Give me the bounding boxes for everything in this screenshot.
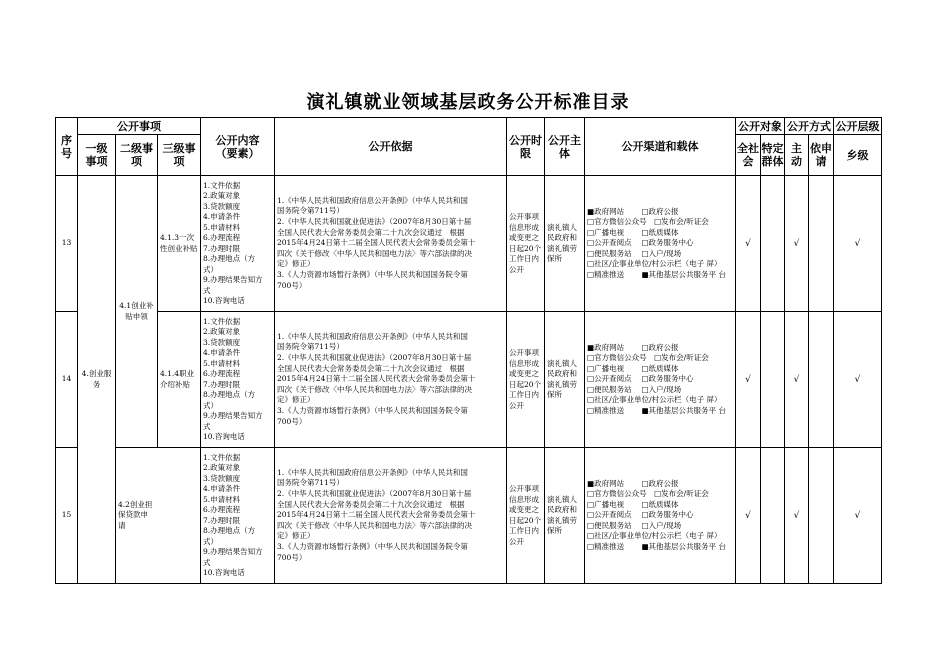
header-seq: 序号: [56, 118, 78, 176]
level-town-mark: √: [834, 176, 882, 312]
header-level: 公开层级: [835, 119, 880, 133]
content-cell-line: 8.办理地点（方 式）: [203, 254, 256, 274]
basis-cell-line: 1.《中华人民共和国政府信息公开条例》（中华人民共和国 国务院令第711号）: [277, 195, 468, 216]
target-all-mark: √: [736, 448, 761, 584]
channel-cell-line: □公开查阅点 □政务服务中心: [587, 374, 694, 384]
time-limit-cell: 公开事项 信息形成 或变更之 日起20个 工作日内 公开: [507, 448, 545, 584]
content-cell-line: 8.办理地点（方 式）: [203, 526, 256, 546]
level-town-mark: √: [834, 448, 882, 584]
subject-cell: 演礼镇人 民政府和 演礼镇劳 保所: [545, 312, 585, 448]
channel-cell-line: □广播电视 □纸质媒体: [587, 499, 679, 509]
content-cell-line: 4.申请条件: [203, 348, 241, 357]
header-level1: 一级 事项: [78, 135, 116, 176]
channel-cell: [585, 312, 736, 448]
content-cell-line: 5.申请材料: [203, 358, 241, 368]
header-channel: 公开渠道和载体: [585, 118, 736, 176]
content-cell-line: 2.政策对象: [203, 463, 241, 472]
level3-cell: 4.1.4职业 介绍补贴: [158, 312, 201, 448]
basis-cell: [275, 176, 507, 312]
content-cell-line: 4.申请条件: [203, 484, 241, 493]
basis-cell-line: 2.《中华人民共和国就业促进法》（2007年8月30日第十届 全国人民代表大会常务委员会第二十九次会议通过 根据 2015年4月24日第十二届全国人民代表大会常务委员会第十 四次《关于修改〈中华人民共和国电力法〉等六部法律的决 定》修正）: [277, 217, 476, 269]
header-target-all: 全社 会: [736, 135, 761, 176]
content-cell-line: 9.办理结果告知方 式: [203, 411, 263, 431]
catalog-table: [55, 117, 882, 584]
basis-cell: [275, 312, 507, 448]
header-method-active: 主 动: [785, 135, 809, 176]
channel-cell-line: □官方微信公众号 □发布会/听证会: [587, 217, 709, 227]
target-all-mark: √: [736, 312, 761, 448]
channel-cell: [585, 176, 736, 312]
header-level-town: 乡级: [834, 135, 882, 176]
basis-cell-line: 2.《中华人民共和国就业促进法》（2007年8月30日第十届 全国人民代表大会常务委员会第二十九次会议通过 根据 2015年4月24日第十二届全国人民代表大会常务委员会第十 四次《关于修改〈中华人民共和国电力法〉等六部法律的决 定》修正）: [277, 489, 476, 541]
basis-cell-line: 3.《人力资源市场暂行条例》（中华人民共和国国务院令第 700号）: [277, 405, 468, 426]
basis-cell-line: 3.《人力资源市场暂行条例》（中华人民共和国国务院令第 700号）: [277, 269, 468, 290]
level2-cell: 4.1创业补 贴申领: [116, 176, 158, 448]
content-cell-line: 6.办理流程: [203, 233, 241, 242]
header-level3: 三级事 项: [158, 135, 201, 176]
header-level2: 二级事 项: [116, 135, 158, 176]
row-seq: 14: [56, 312, 78, 448]
content-cell-line: 4.申请条件: [203, 212, 241, 221]
content-cell-line: 1.文件依据: [203, 180, 241, 190]
channel-cell: [585, 448, 736, 584]
content-cell-line: 9.办理结果告知方 式: [203, 547, 263, 567]
subject-cell: 演礼镇人 民政府和 演礼镇劳 保所: [545, 176, 585, 312]
channel-cell-line: □精准推送 ■其他基层公共服务平 台: [587, 269, 726, 279]
method-active-mark: √: [785, 448, 809, 584]
header-subject: 公开主 体: [545, 118, 585, 176]
page-title: 演礼镇就业领域基层政务公开标准目录: [306, 92, 630, 113]
content-cell-line: 3.贷款额度: [203, 201, 241, 211]
channel-cell-line: □社区/企事业单位/村公示栏（电子 屏）: [587, 395, 722, 405]
content-cell-line: 7.办理时限: [203, 243, 241, 253]
basis-cell-line: 1.《中华人民共和国政府信息公开条例》（中华人民共和国 国务院令第711号）: [277, 331, 468, 352]
content-cell-line: 7.办理时限: [203, 515, 241, 525]
channel-cell-line: □官方微信公众号 □发布会/听证会: [587, 489, 709, 499]
content-cell-line: 5.申请材料: [203, 222, 241, 232]
basis-cell-line: 3.《人力资源市场暂行条例》（中华人民共和国国务院令第 700号）: [277, 541, 468, 562]
method-request-mark: [809, 448, 834, 584]
level3-cell: 4.1.3一次 性创业补贴: [158, 176, 201, 312]
channel-cell-line: □公开查阅点 □政务服务中心: [587, 238, 694, 248]
time-limit-cell: 公开事项 信息形成 或变更之 日起20个 工作日内 公开: [507, 176, 545, 312]
content-cell-line: 2.政策对象: [203, 191, 241, 200]
content-cell-line: 10.咨询电话: [203, 432, 245, 441]
content-cell: [201, 176, 275, 312]
method-request-mark: [809, 312, 834, 448]
target-specific-mark: [761, 448, 785, 584]
content-cell-line: 2.政策对象: [203, 327, 241, 336]
method-active-mark: √: [785, 312, 809, 448]
basis-cell: [275, 448, 507, 584]
target-all-mark: √: [736, 176, 761, 312]
content-cell-line: 10.咨询电话: [203, 296, 245, 305]
content-cell-line: 10.咨询电话: [203, 568, 245, 577]
channel-cell-line: □便民服务站 □入户/现场: [587, 520, 682, 530]
channel-cell-line: ■政府网站 □政府公报: [587, 478, 679, 488]
content-cell-line: 1.文件依据: [203, 452, 241, 462]
channel-cell-line: □精准推送 ■其他基层公共服务平 台: [587, 541, 726, 551]
channel-cell-line: □公开查阅点 □政务服务中心: [587, 510, 694, 520]
header-row-1: [56, 118, 882, 135]
table-row: [56, 176, 882, 312]
channel-cell-line: ■政府网站 □政府公报: [587, 342, 679, 352]
channel-cell-line: □便民服务站 □入户/现场: [587, 248, 682, 258]
subject-cell: 演礼镇人 民政府和 演礼镇劳 保所: [545, 448, 585, 584]
basis-cell-line: 1.《中华人民共和国政府信息公开条例》（中华人民共和国 国务院令第711号）: [277, 467, 468, 488]
target-specific-mark: [761, 312, 785, 448]
channel-cell-line: □便民服务站 □入户/现场: [587, 384, 682, 394]
table-row: [56, 448, 882, 584]
method-request-mark: [809, 176, 834, 312]
table-body: [56, 118, 882, 584]
time-limit-cell: 公开事项 信息形成 或变更之 日起20个 工作日内 公开: [507, 312, 545, 448]
content-cell-line: 7.办理时限: [203, 379, 241, 389]
channel-cell-line: □社区/企事业单位/村公示栏（电子 屏）: [587, 259, 722, 269]
content-cell: [201, 448, 275, 584]
header-basis: 公开依据: [275, 118, 507, 176]
header-public-items: 公开事项: [78, 118, 201, 135]
channel-cell-line: □广播电视 □纸质媒体: [587, 363, 679, 373]
header-content: 公开内容 （要素）: [201, 118, 275, 176]
content-cell-line: 3.贷款额度: [203, 473, 241, 483]
content-cell-line: 5.申请材料: [203, 494, 241, 504]
channel-cell-line: □广播电视 □纸质媒体: [587, 227, 679, 237]
content-cell-line: 8.办理地点（方 式）: [203, 390, 256, 410]
content-cell-line: 6.办理流程: [203, 505, 241, 514]
method-active-mark: √: [785, 176, 809, 312]
header-target-specific: 特定 群体: [761, 135, 785, 176]
level1-cell: 4.创业服 务: [78, 176, 116, 584]
header-method-request: 依申 请: [809, 135, 834, 176]
target-specific-mark: [761, 176, 785, 312]
level2-cell: 4.2创业担 保贷款申 请: [116, 448, 201, 584]
header-method: 公开方式: [785, 118, 834, 135]
content-cell-line: 6.办理流程: [203, 369, 241, 378]
header-time-limit: 公开时 限: [507, 118, 545, 176]
channel-cell-line: □社区/企事业单位/村公示栏（电子 屏）: [587, 531, 722, 541]
channel-cell-line: □精准推送 ■其他基层公共服务平 台: [587, 405, 726, 415]
content-cell-line: 3.贷款额度: [203, 337, 241, 347]
header-target: 公开对象: [736, 118, 785, 135]
content-cell: [201, 312, 275, 448]
level-town-mark: √: [834, 312, 882, 448]
channel-cell-line: □官方微信公众号 □发布会/听证会: [587, 353, 709, 363]
content-cell-line: 1.文件依据: [203, 316, 241, 326]
basis-cell-line: 2.《中华人民共和国就业促进法》（2007年8月30日第十届 全国人民代表大会常务委员会第二十九次会议通过 根据 2015年4月24日第十二届全国人民代表大会常务委员会第十 四次《关于修改〈中华人民共和国电力法〉等六部法律的决 定》修正）: [277, 353, 476, 405]
content-cell-line: 9.办理结果告知方 式: [203, 275, 263, 295]
row-seq: 15: [56, 448, 78, 584]
channel-cell-line: ■政府网站 □政府公报: [587, 206, 679, 216]
table-row: [56, 312, 882, 448]
row-seq: 13: [56, 176, 78, 312]
